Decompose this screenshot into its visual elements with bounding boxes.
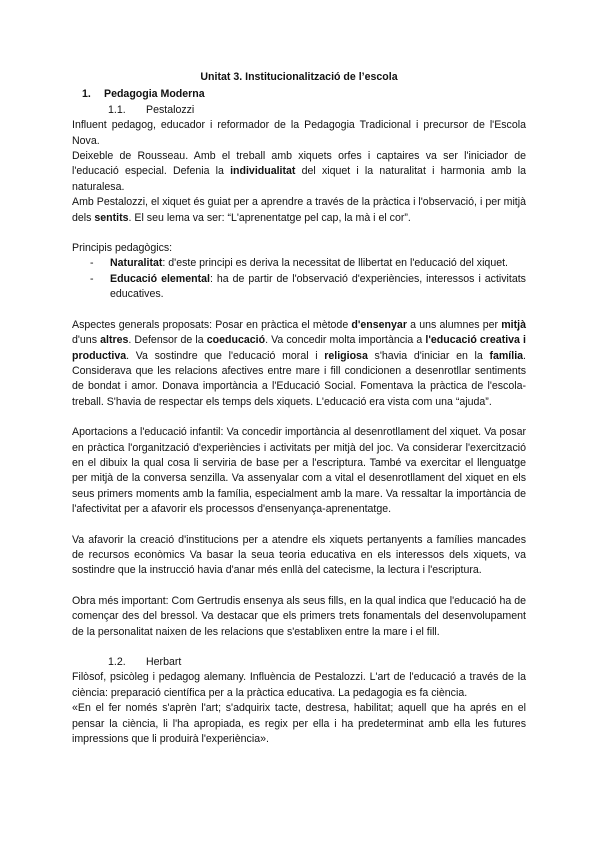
bold-term: sentits [94, 211, 129, 224]
bold-term: l'educació creativa i productiva [72, 334, 526, 362]
text-run: Amb Pestalozzi, el xiquet és guiat per a aprendre a través de la pràctica i l'observació, i per mitjà dels [72, 196, 526, 224]
paragraph-aspectes [72, 318, 526, 410]
text-run: del xiquet i la naturalitat i harmonia amb la naturalesa. [72, 165, 526, 193]
bold-term: mitjà [501, 318, 526, 331]
text-run: Aspectes generals proposats: Posar en pràctica el mètode [72, 318, 352, 331]
principis-title: Principis pedagògics: [72, 242, 173, 255]
document-title: Unitat 3. Institucionalització de l’escola [200, 71, 398, 83]
text-run: Deixeble de Rousseau. Amb el treball amb xiquets orfes i captaires va ser l'iniciador de l'educació especial. Defenia la [72, 150, 526, 178]
text-run: s'havia d'iniciar en la [367, 349, 490, 362]
text-run: . Considerava que les relacions afectives entre mare i fill condicionen a desenrotllar sentiments de bondat i amor. Donava importància a l'Educació Social. Fomentava la pràctica de l'escola-treball. S'havia de respectar els temps dels xiquets. L'educació era vista com una “ajuda”. [72, 349, 526, 408]
text-run: : d'este principi es deriva la necessitat de llibertat en l'educació del xiquet. [162, 257, 508, 270]
bold-term: Naturalitat [110, 257, 163, 270]
subsection-number: 1.2. [108, 656, 126, 668]
list-item [88, 256, 526, 271]
bold-term: altres [100, 334, 129, 347]
section-title: Pedagogia Moderna [104, 88, 205, 101]
text-run: . Va concedir molta importància a [265, 334, 426, 347]
bold-term: d'ensenyar [351, 318, 407, 331]
subsection-heading-pestalozzi [72, 103, 526, 118]
section-number: 1. [82, 88, 91, 101]
text-run: . Va sostindre que l'educació moral i [126, 349, 325, 362]
bold-term: religiosa [324, 349, 368, 362]
text-run: : ha de partir de l'observació d'experiències, interessos i activitats educatives. [110, 272, 526, 301]
bold-term: família [489, 349, 524, 362]
paragraph-institucions: Va afavorir la creació d'institucions per a atendre els xiquets pertanyents a famílies mancades de recursos econòmics Va basar la seua teoria educativa en els interessos dels xiquets, va sostindre que la instrucció havia d'anar més enllà del catecisme, la lectura i l'escriptura. [72, 533, 526, 577]
text-run: . El seu lema va ser: “L'aprenentatge pel cap, la mà i el cor”. [128, 211, 411, 224]
text-run: . Defensor de la [128, 334, 207, 347]
principis-list [72, 256, 526, 302]
paragraph-aportacions: Aportacions a l'educació infantil: Va concedir importància al desenrotllament del xiquet. Va posar en pràctica l'organització d'experiències i activitats per mitjà del joc. Va considerar l'exercització en el dibuix la qual cosa li serviria de base per a l'escriptura. També va exercitar el llenguatge per mitjà de la conversa senzilla. Va assenyalar com a vital el desenrotllament del xiquet en els seus primers moments amb la família, especialment amb la mare. Va ressaltar la importància de l'afectivitat per a afavorir els processos d'ensenyança-aprenentatge. [72, 426, 526, 516]
paragraph-intro-3 [72, 195, 526, 226]
list-item [88, 272, 526, 303]
paragraph-herbart-quote: «En el fer només s'aprèn l'art; s'adquirix tacte, destresa, habilitat; aquell que ha aprés en el pensar la ciència, li l'ha apropiada, es regix per ella i ha predeterminat amb ella les futures impressions que li produirà l'experiència». [72, 702, 526, 746]
section-heading [72, 87, 526, 102]
bold-term: Educació elemental [110, 272, 210, 285]
paragraph-herbart-1: Filòsof, psicòleg i pedagog alemany. Influència de Pestalozzi. L'art de l'educació a través de la ciència: preparació científica per a la pràctica educativa. La pedagogia es fa ciència. [72, 671, 526, 699]
subsection-number: 1.1. [108, 103, 126, 116]
subsection-title: Pestalozzi [146, 103, 195, 116]
subsection-title: Herbart [146, 656, 182, 668]
paragraph-intro-1: Influent pedagog, educador i reformador de la Pedagogia Tradicional i precursor de l'Escola Nova. [72, 119, 526, 147]
paragraph-obra: Obra més important: Com Gertrudis ensenya als seus fills, en la qual indica que l'educació ha de començar des del bressol. Va destacar que els primers trets fonamentals del desenvolupament de la personalitat naixen de les relacions que s'establixen entre la mare i el fill. [72, 594, 526, 638]
paragraph-intro-2 [72, 149, 526, 195]
bold-term: individualitat [230, 165, 296, 178]
text-run: d'uns [72, 334, 101, 347]
text-run: a uns alumnes per [406, 318, 502, 331]
bold-term: coeducació [206, 334, 266, 347]
subsection-heading-herbart [72, 655, 526, 670]
